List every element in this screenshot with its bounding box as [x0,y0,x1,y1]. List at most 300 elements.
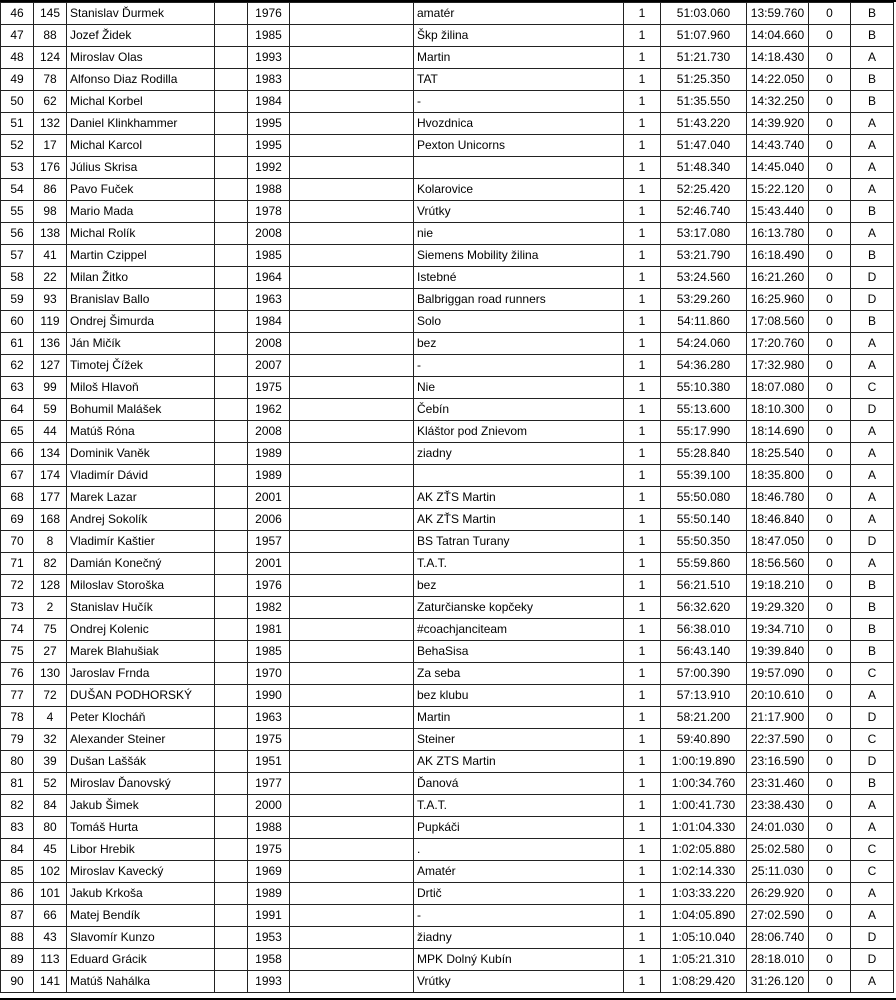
laps-cell: 1 [624,949,661,971]
category-cell: A [851,971,894,993]
empty-cell [290,531,414,553]
gap-cell: 18:46.840 [747,509,809,531]
club-cell [414,465,624,487]
empty-cell [215,47,248,69]
empty-cell [215,619,248,641]
rank-cell: 76 [1,663,34,685]
rank-cell: 81 [1,773,34,795]
laps-cell: 1 [624,69,661,91]
club-cell: Martin [414,47,624,69]
empty-cell [290,245,414,267]
name-cell: Marek Lazar [67,487,215,509]
rank-cell: 79 [1,729,34,751]
empty-cell [290,25,414,47]
empty-cell [290,421,414,443]
gap-cell: 23:16.590 [747,751,809,773]
table-row [1,113,894,135]
gap-cell: 18:25.540 [747,443,809,465]
time-cell: 57:00.390 [661,663,747,685]
club-cell: Ďanová [414,773,624,795]
year-cell: 1978 [248,201,290,223]
club-cell: Vrútky [414,201,624,223]
gap-cell: 19:34.710 [747,619,809,641]
name-cell: Miloslav Storoška [67,575,215,597]
penalty-cell: 0 [809,729,851,751]
name-cell: Miloš Hlavoň [67,377,215,399]
penalty-cell: 0 [809,355,851,377]
name-cell: Peter Klocháň [67,707,215,729]
club-cell: bez [414,575,624,597]
penalty-cell: 0 [809,707,851,729]
empty-cell [290,795,414,817]
gap-cell: 14:45.040 [747,157,809,179]
laps-cell: 1 [624,575,661,597]
penalty-cell: 0 [809,619,851,641]
gap-cell: 31:26.120 [747,971,809,993]
name-cell: Vladimír Dávid [67,465,215,487]
name-cell: Marek Blahušiak [67,641,215,663]
name-cell: DUŠAN PODHORSKÝ [67,685,215,707]
rank-cell: 49 [1,69,34,91]
club-cell: Kláštor pod Znievom [414,421,624,443]
empty-cell [215,861,248,883]
penalty-cell: 0 [809,663,851,685]
category-cell: B [851,575,894,597]
empty-cell [215,223,248,245]
table-row [1,553,894,575]
name-cell: Jaroslav Frnda [67,663,215,685]
name-cell: Július Skrisa [67,157,215,179]
club-cell: Za seba [414,663,624,685]
results-body [1,3,894,993]
rank-cell: 59 [1,289,34,311]
year-cell: 1975 [248,839,290,861]
gap-cell: 14:22.050 [747,69,809,91]
gap-cell: 19:29.320 [747,597,809,619]
category-cell: A [851,509,894,531]
club-cell: #coachjanciteam [414,619,624,641]
year-cell: 1995 [248,113,290,135]
time-cell: 52:46.740 [661,201,747,223]
table-row [1,399,894,421]
table-row [1,355,894,377]
laps-cell: 1 [624,927,661,949]
rank-cell: 67 [1,465,34,487]
empty-cell [290,685,414,707]
laps-cell: 1 [624,487,661,509]
year-cell: 2008 [248,421,290,443]
club-cell: BehaSisa [414,641,624,663]
empty-cell [290,663,414,685]
laps-cell: 1 [624,333,661,355]
table-row [1,883,894,905]
rank-cell: 77 [1,685,34,707]
name-cell: Miroslav Kavecký [67,861,215,883]
gap-cell: 13:59.760 [747,3,809,25]
penalty-cell: 0 [809,597,851,619]
category-cell: C [851,663,894,685]
empty-cell [215,905,248,927]
table-row [1,377,894,399]
club-cell: Hvozdnica [414,113,624,135]
table-row [1,971,894,993]
bib-cell: 99 [34,377,67,399]
bib-cell: 32 [34,729,67,751]
rank-cell: 62 [1,355,34,377]
club-cell: BS Tatran Turany [414,531,624,553]
penalty-cell: 0 [809,25,851,47]
empty-cell [290,817,414,839]
laps-cell: 1 [624,883,661,905]
penalty-cell: 0 [809,927,851,949]
bib-cell: 119 [34,311,67,333]
empty-cell [215,135,248,157]
category-cell: B [851,91,894,113]
category-cell: A [851,465,894,487]
empty-cell [290,707,414,729]
time-cell: 55:10.380 [661,377,747,399]
table-row [1,3,894,25]
table-row [1,707,894,729]
empty-cell [290,905,414,927]
table-row [1,685,894,707]
time-cell: 55:13.600 [661,399,747,421]
name-cell: Alfonso Diaz Rodilla [67,69,215,91]
empty-cell [290,971,414,993]
year-cell: 1963 [248,289,290,311]
empty-cell [290,575,414,597]
category-cell: C [851,839,894,861]
bib-cell: 66 [34,905,67,927]
club-cell: Drtič [414,883,624,905]
penalty-cell: 0 [809,399,851,421]
table-row [1,795,894,817]
year-cell: 1976 [248,575,290,597]
penalty-cell: 0 [809,465,851,487]
rank-cell: 80 [1,751,34,773]
rank-cell: 52 [1,135,34,157]
bib-cell: 128 [34,575,67,597]
category-cell: D [851,531,894,553]
year-cell: 1981 [248,619,290,641]
time-cell: 59:40.890 [661,729,747,751]
empty-cell [215,113,248,135]
table-row [1,663,894,685]
rank-cell: 54 [1,179,34,201]
empty-cell [290,355,414,377]
table-row [1,817,894,839]
name-cell: Vladimír Kaštier [67,531,215,553]
laps-cell: 1 [624,421,661,443]
category-cell: A [851,685,894,707]
laps-cell: 1 [624,509,661,531]
name-cell: Michal Korbel [67,91,215,113]
time-cell: 51:35.550 [661,91,747,113]
category-cell: B [851,311,894,333]
name-cell: Libor Hrebik [67,839,215,861]
bib-cell: 168 [34,509,67,531]
table-row [1,839,894,861]
laps-cell: 1 [624,971,661,993]
penalty-cell: 0 [809,553,851,575]
time-cell: 55:59.860 [661,553,747,575]
gap-cell: 15:22.120 [747,179,809,201]
empty-cell [215,245,248,267]
rank-cell: 84 [1,839,34,861]
empty-cell [290,179,414,201]
empty-cell [215,597,248,619]
category-cell: A [851,157,894,179]
bib-cell: 52 [34,773,67,795]
rank-cell: 74 [1,619,34,641]
table-row [1,729,894,751]
category-cell: B [851,201,894,223]
name-cell: Matej Bendík [67,905,215,927]
category-cell: A [851,355,894,377]
laps-cell: 1 [624,553,661,575]
penalty-cell: 0 [809,289,851,311]
empty-cell [215,91,248,113]
empty-cell [290,861,414,883]
empty-cell [215,69,248,91]
rank-cell: 72 [1,575,34,597]
empty-cell [290,619,414,641]
club-cell: Pupkáči [414,817,624,839]
club-cell: MPK Dolný Kubín [414,949,624,971]
rank-cell: 65 [1,421,34,443]
empty-cell [215,487,248,509]
time-cell: 1:03:33.220 [661,883,747,905]
gap-cell: 25:02.580 [747,839,809,861]
empty-cell [215,465,248,487]
name-cell: Tomáš Hurta [67,817,215,839]
time-cell: 55:39.100 [661,465,747,487]
bib-cell: 8 [34,531,67,553]
laps-cell: 1 [624,377,661,399]
rank-cell: 64 [1,399,34,421]
time-cell: 55:28.840 [661,443,747,465]
time-cell: 51:48.340 [661,157,747,179]
year-cell: 2008 [248,333,290,355]
gap-cell: 18:56.560 [747,553,809,575]
rank-cell: 88 [1,927,34,949]
laps-cell: 1 [624,795,661,817]
category-cell: B [851,245,894,267]
club-cell: Vrútky [414,971,624,993]
empty-cell [215,333,248,355]
empty-cell [290,399,414,421]
penalty-cell: 0 [809,685,851,707]
category-cell: D [851,949,894,971]
laps-cell: 1 [624,113,661,135]
bib-cell: 78 [34,69,67,91]
club-cell: Nie [414,377,624,399]
penalty-cell: 0 [809,3,851,25]
laps-cell: 1 [624,443,661,465]
gap-cell: 19:57.090 [747,663,809,685]
rank-cell: 60 [1,311,34,333]
rank-cell: 89 [1,949,34,971]
empty-cell [215,3,248,25]
category-cell: A [851,795,894,817]
empty-cell [215,663,248,685]
empty-cell [290,465,414,487]
empty-cell [290,223,414,245]
bib-cell: 41 [34,245,67,267]
empty-cell [215,795,248,817]
laps-cell: 1 [624,47,661,69]
gap-cell: 28:06.740 [747,927,809,949]
year-cell: 2000 [248,795,290,817]
name-cell: Matúš Róna [67,421,215,443]
bib-cell: 98 [34,201,67,223]
penalty-cell: 0 [809,641,851,663]
penalty-cell: 0 [809,817,851,839]
gap-cell: 26:29.920 [747,883,809,905]
empty-cell [215,201,248,223]
bib-cell: 22 [34,267,67,289]
time-cell: 1:04:05.890 [661,905,747,927]
category-cell: A [851,905,894,927]
club-cell: Steiner [414,729,624,751]
results-table [0,2,894,993]
name-cell: Slavomír Kunzo [67,927,215,949]
empty-cell [215,25,248,47]
empty-cell [290,487,414,509]
table-row [1,223,894,245]
table-row [1,333,894,355]
empty-cell [215,751,248,773]
gap-cell: 14:32.250 [747,91,809,113]
name-cell: Michal Karcol [67,135,215,157]
empty-cell [215,839,248,861]
penalty-cell: 0 [809,91,851,113]
rank-cell: 69 [1,509,34,531]
rank-cell: 85 [1,861,34,883]
empty-cell [290,311,414,333]
rank-cell: 66 [1,443,34,465]
year-cell: 1983 [248,69,290,91]
gap-cell: 15:43.440 [747,201,809,223]
time-cell: 1:05:10.040 [661,927,747,949]
category-cell: A [851,179,894,201]
year-cell: 1962 [248,399,290,421]
table-row [1,575,894,597]
gap-cell: 19:18.210 [747,575,809,597]
category-cell: A [851,817,894,839]
bib-cell: 134 [34,443,67,465]
rank-cell: 55 [1,201,34,223]
bib-cell: 132 [34,113,67,135]
name-cell: Andrej Sokolík [67,509,215,531]
gap-cell: 18:35.800 [747,465,809,487]
table-row [1,927,894,949]
category-cell: A [851,135,894,157]
empty-cell [215,421,248,443]
name-cell: Michal Rolík [67,223,215,245]
penalty-cell: 0 [809,377,851,399]
time-cell: 1:02:05.880 [661,839,747,861]
laps-cell: 1 [624,663,661,685]
laps-cell: 1 [624,707,661,729]
club-cell: nie [414,223,624,245]
rank-cell: 82 [1,795,34,817]
gap-cell: 19:39.840 [747,641,809,663]
gap-cell: 14:04.660 [747,25,809,47]
laps-cell: 1 [624,25,661,47]
laps-cell: 1 [624,751,661,773]
category-cell: D [851,399,894,421]
penalty-cell: 0 [809,839,851,861]
table-row [1,861,894,883]
time-cell: 54:11.860 [661,311,747,333]
club-cell: bez klubu [414,685,624,707]
year-cell: 1975 [248,377,290,399]
name-cell: Jakub Šimek [67,795,215,817]
bib-cell: 27 [34,641,67,663]
bib-cell: 138 [34,223,67,245]
club-cell: Zaturčianske kopčeky [414,597,624,619]
club-cell: . [414,839,624,861]
gap-cell: 18:47.050 [747,531,809,553]
gap-cell: 16:25.960 [747,289,809,311]
laps-cell: 1 [624,839,661,861]
empty-cell [290,289,414,311]
category-cell: D [851,751,894,773]
club-cell: - [414,355,624,377]
empty-cell [215,729,248,751]
club-cell: bez [414,333,624,355]
laps-cell: 1 [624,597,661,619]
penalty-cell: 0 [809,773,851,795]
penalty-cell: 0 [809,795,851,817]
rank-cell: 90 [1,971,34,993]
category-cell: A [851,333,894,355]
name-cell: Milan Žitko [67,267,215,289]
year-cell: 1963 [248,707,290,729]
name-cell: Mario Mada [67,201,215,223]
year-cell: 1995 [248,135,290,157]
year-cell: 2001 [248,487,290,509]
club-cell: žiadny [414,927,624,949]
empty-cell [290,69,414,91]
laps-cell: 1 [624,465,661,487]
bib-cell: 124 [34,47,67,69]
table-row [1,311,894,333]
time-cell: 51:47.040 [661,135,747,157]
gap-cell: 16:21.260 [747,267,809,289]
year-cell: 1953 [248,927,290,949]
empty-cell [215,157,248,179]
penalty-cell: 0 [809,861,851,883]
category-cell: A [851,47,894,69]
bib-cell: 176 [34,157,67,179]
bib-cell: 113 [34,949,67,971]
bib-cell: 177 [34,487,67,509]
gap-cell: 16:13.780 [747,223,809,245]
category-cell: B [851,619,894,641]
rank-cell: 71 [1,553,34,575]
year-cell: 1958 [248,949,290,971]
name-cell: Daniel Klinkhammer [67,113,215,135]
penalty-cell: 0 [809,883,851,905]
bib-cell: 101 [34,883,67,905]
time-cell: 54:24.060 [661,333,747,355]
penalty-cell: 0 [809,905,851,927]
penalty-cell: 0 [809,421,851,443]
empty-cell [215,179,248,201]
laps-cell: 1 [624,157,661,179]
